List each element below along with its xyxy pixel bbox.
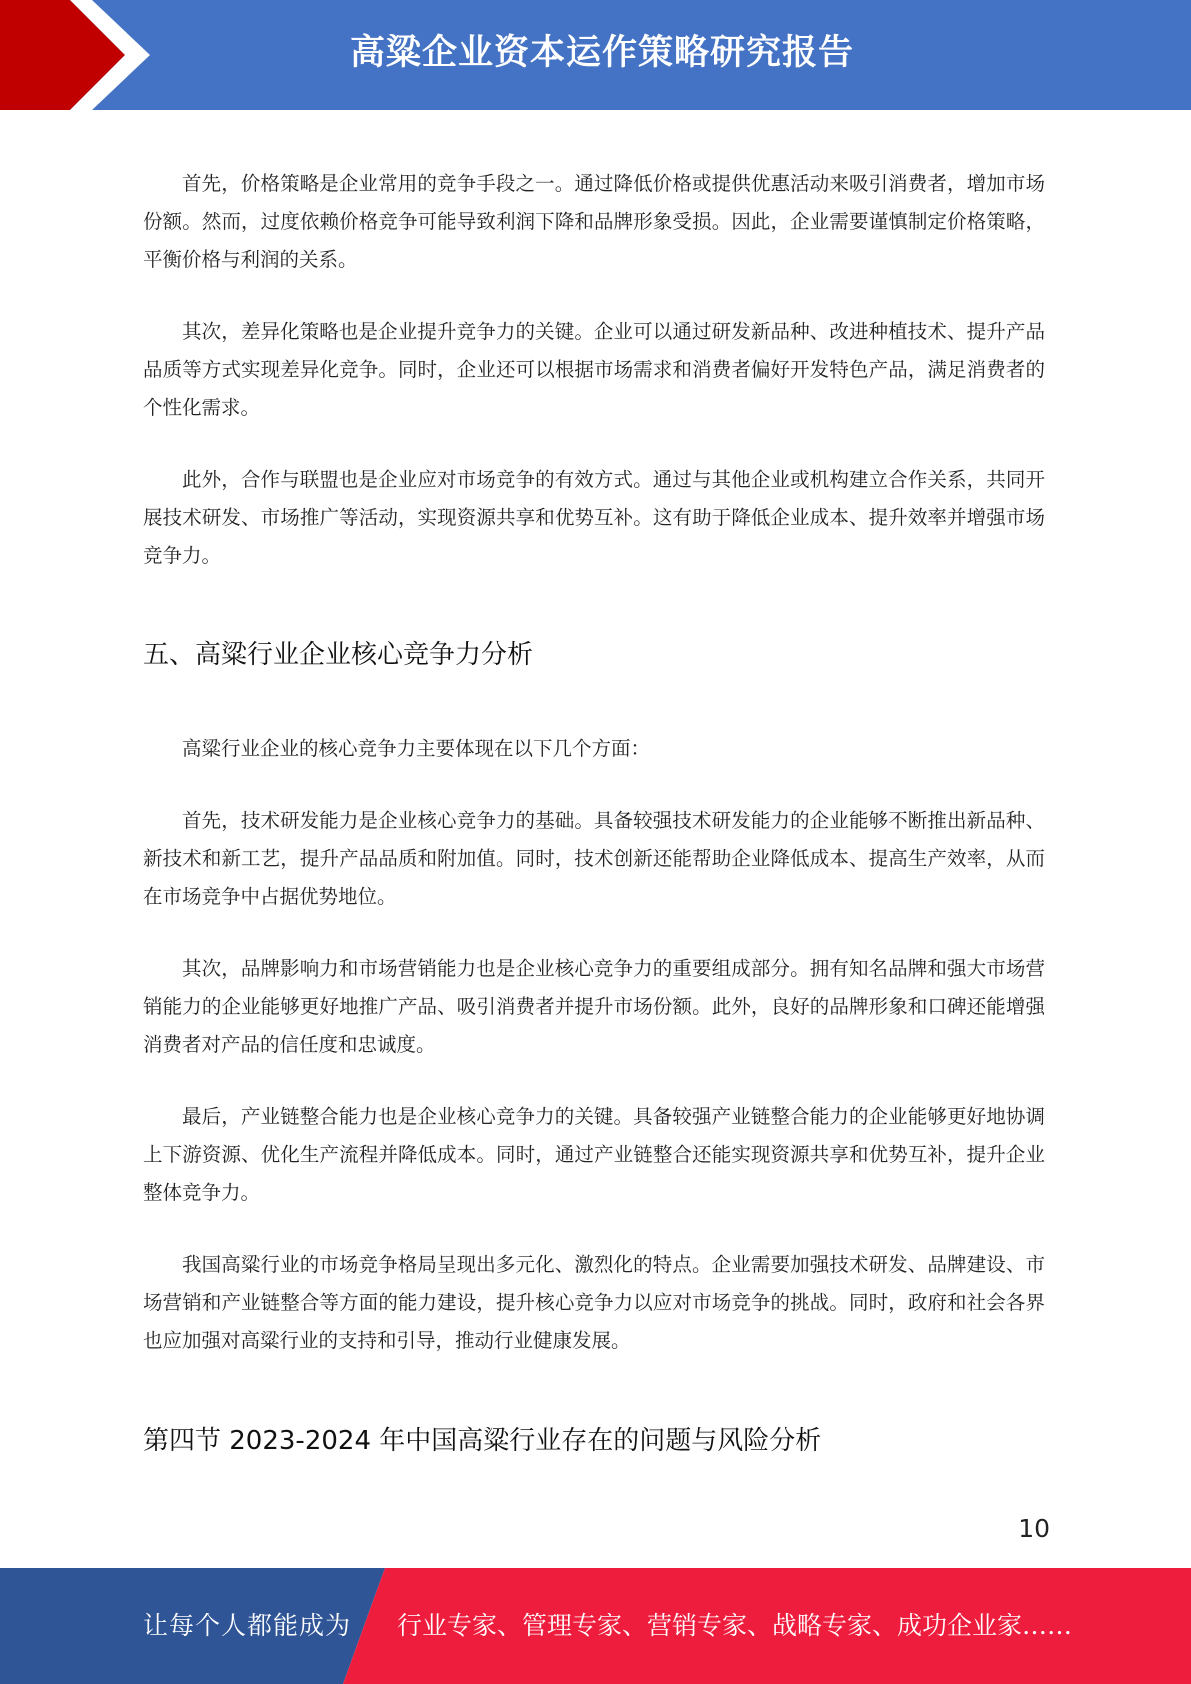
header-banner bbox=[0, 0, 1191, 110]
paragraph-industry-chain: 最后，产业链整合能力也是企业核心竞争力的关键。具备较强产业链整合能力的企业能够更好地协调上下游资源、优化生产流程并降低成本。同时，通过产业链整合还能实现资源共享和优势互补，提升企业整体竞争力。 bbox=[143, 1105, 1045, 1204]
report-title: 高粱企业资本运作策略研究报告 bbox=[350, 33, 855, 73]
footer-slogan-right: 行业专家、管理专家、营销专家、战略专家、成功企业家…… bbox=[397, 1611, 1073, 1640]
footer-slogan-left: 让每个人都能成为 bbox=[143, 1611, 352, 1640]
paragraph-rd-capability: 首先，技术研发能力是企业核心竞争力的基础。具备较强技术研发能力的企业能够不断推出新品种、新技术和新工艺，提升产品品质和附加值。同时，技术创新还能帮助企业降低成本、提高生产效率，从而在市场竞争中占据优势地位。 bbox=[143, 809, 1045, 908]
paragraph-brand-marketing: 其次，品牌影响力和市场营销能力也是企业核心竞争力的重要组成部分。拥有知名品牌和强大市场营销能力的企业能够更好地推广产品、吸引消费者并提升市场份额。此外，良好的品牌形象和口碑还能增强消费者对产品的信任度和忠诚度。 bbox=[143, 957, 1045, 1056]
section-heading-problems-risks: 第四节 2023-2024 年中国高粱行业存在的问题与风险分析 bbox=[143, 1426, 822, 1456]
paragraph-market-pattern: 我国高粱行业的市场竞争格局呈现出多元化、激烈化的特点。企业需要加强技术研发、品牌建设、市场营销和产业链整合等方面的能力建设，提升核心竞争力以应对市场竞争的挑战。同时，政府和社会各界也应加强对高粱行业的支持和引导，推动行业健康发展。 bbox=[143, 1253, 1045, 1352]
paragraph-differentiation: 其次，差异化策略也是企业提升竞争力的关键。企业可以通过研发新品种、改进种植技术、提升产品品质等方式实现差异化竞争。同时，企业还可以根据市场需求和消费者偏好开发特色产品，满足消费者的个性化需求。 bbox=[143, 320, 1045, 419]
paragraph-intro: 高粱行业企业的核心竞争力主要体现在以下几个方面： bbox=[182, 737, 651, 760]
paragraph-price-strategy: 首先，价格策略是企业常用的竞争手段之一。通过降低价格或提供优惠活动来吸引消费者，增加市场份额。然而，过度依赖价格竞争可能导致利润下降和品牌形象受损。因此，企业需要谨慎制定价格策略，平衡价格与利润的关系。 bbox=[143, 172, 1045, 271]
paragraph-cooperation: 此外，合作与联盟也是企业应对市场竞争的有效方式。通过与其他企业或机构建立合作关系，共同开展技术研发、市场推广等活动，实现资源共享和优势互补。这有助于降低企业成本、提升效率并增强市场竞争力。 bbox=[143, 468, 1045, 567]
header-arrow-decoration bbox=[0, 0, 160, 110]
body-text-section5 bbox=[143, 730, 1045, 1394]
section-heading-core-competitiveness: 五、高粱行业企业核心竞争力分析 bbox=[143, 640, 534, 670]
footer-banner bbox=[0, 1568, 1191, 1684]
body-text-top bbox=[143, 165, 1045, 609]
page-number: 10 bbox=[1018, 1514, 1050, 1543]
